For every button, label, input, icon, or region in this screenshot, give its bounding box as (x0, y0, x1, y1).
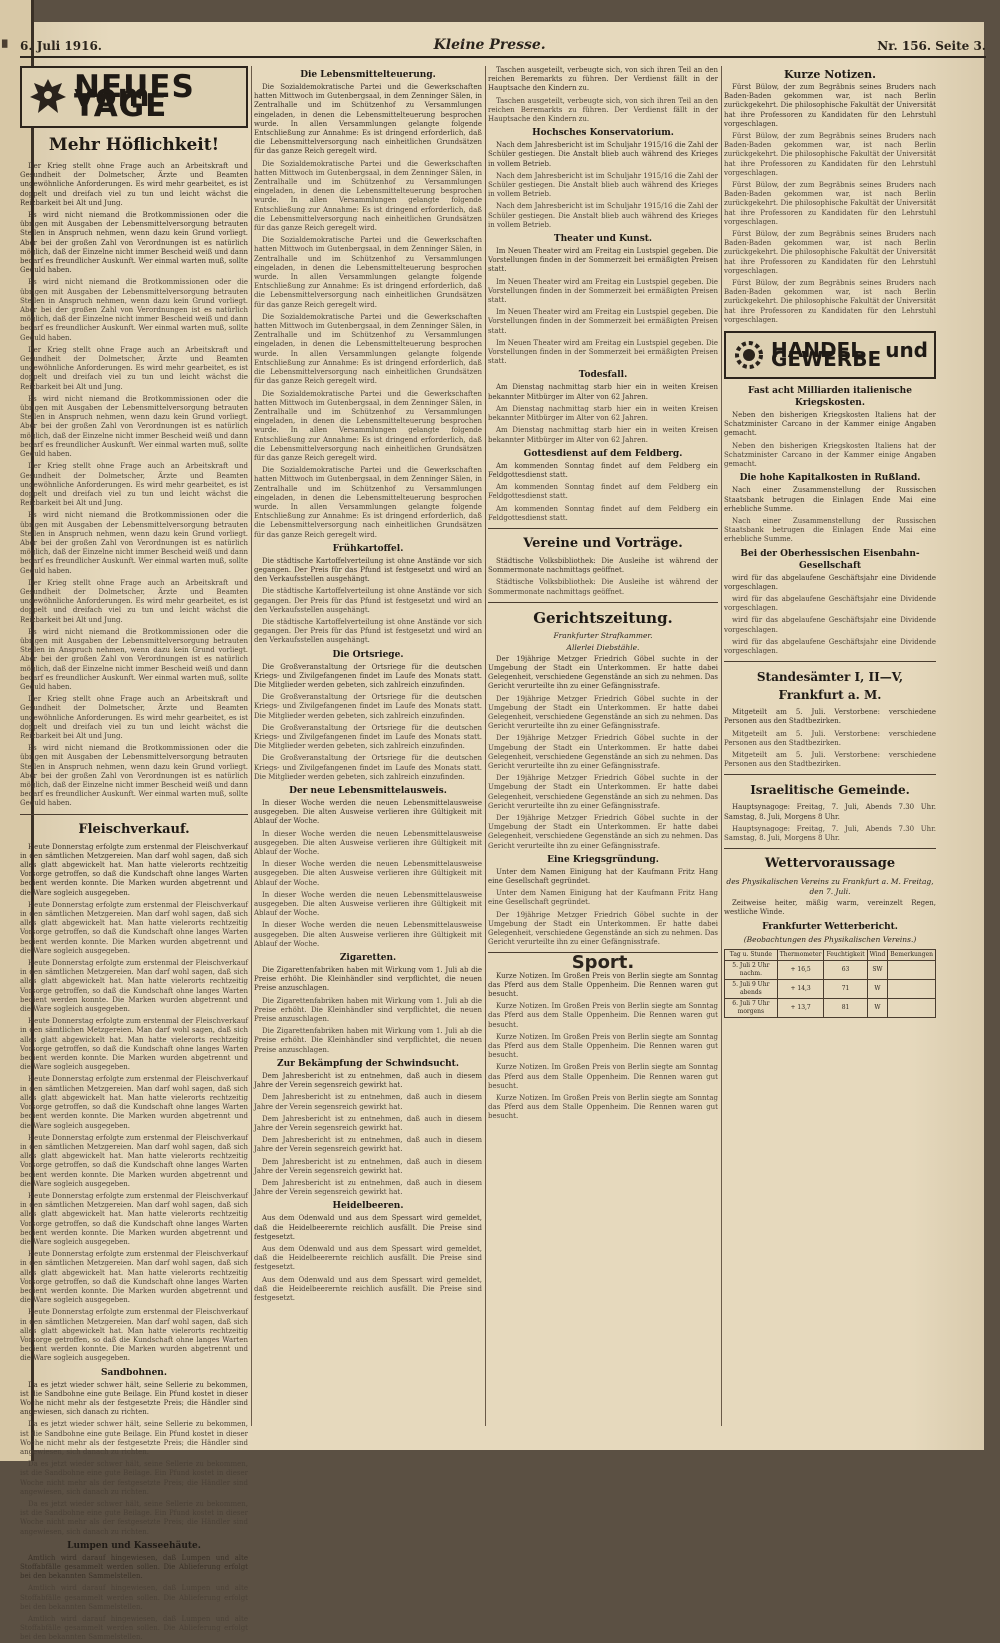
issue-date: 6. Juli 1916. (20, 39, 102, 53)
article-text: Dem Jahresbericht ist zu entnehmen, daß auch in diesem Jahre der Verein segensreich gewirkt hat. (254, 1093, 482, 1111)
section-title: Frankfurter Wetterbericht. (762, 921, 898, 932)
article-text: Im Neuen Theater wird am Freitag ein Lustspiel gegeben. Die Vorstellungen finden in der Sommerzeit bei ermäßigten Preisen statt. (488, 308, 718, 335)
article-text: Die Sozialdemokratische Partei und die Gewerkschaften hatten Mittwoch im Gutenbergsaal, in dem Zenninger Sälen, in Zentralhalle und im Schützenhof zu Versammlungen eingeladen, in denen die Lebensmittelteuerung besprochen wurde. In allen Versammlungen gelangte folgende Entschließung zur Annahme: Es ist dringend erforderlich, daß die Lebensmittelversorgung nach einheitlichen Grundsätzen für das ganze Reich geregelt wird. (254, 389, 482, 462)
article-text: Die Großveranstaltung der Ortsriege für die deutschen Kriegs- und Zivilgefangenen findet im Laufe des Monats statt. Die Mitglieder werden gebeten, sich zahlreich einzufinden. (254, 693, 482, 720)
table-cell: W (867, 998, 888, 1017)
article-text: Die städtische Kartoffelverteilung ist ohne Anstände vor sich gegangen. Der Preis für das Pfund ist festgesetzt und wird an den Verkaufsstellen ausgehängt. (254, 587, 482, 614)
article-text: Der 19jährige Metzger Friedrich Göbel suchte in der Umgebung der Stadt ein Unterkommen. Er hatte dabei Gelegenheit, verschiedene Gegenstände an sich zu nehmen. Das Gericht verurteilte ihn zu einer Gefängnisstrafe. (488, 694, 718, 731)
article-text: Die städtische Kartoffelverteilung ist ohne Anstände vor sich gegangen. Der Preis für das Pfund ist festgesetzt und wird an den Verkaufsstellen ausgehängt. (254, 617, 482, 645)
table-header-cell: Thermometer (777, 949, 824, 960)
article-text: Heute Donnerstag erfolgte zum erstenmal der Fleischverkauf in den sämtlichen Metzgereien. Man darf wohl sagen, daß sich alles glatt abgewickelt hat. Man hatte vielerorts rechtzeitig Vorsorge getroffen, so daß die Kundschaft ohne langes Warten bedient werden konnte. Die Marken wurden abgetrennt und die Ware sogleich ausgegeben. (20, 1017, 248, 1072)
section-title: Lumpen und Kasseehäute. (67, 1540, 201, 1551)
divider (724, 848, 936, 849)
table-cell (888, 979, 936, 998)
section-title: Der neue Lebensmittelausweis. (289, 786, 447, 797)
article-text: wird für das abgelaufene Geschäftsjahr eine Dividende vorgeschlagen. (724, 637, 936, 655)
section-title: Eine Kriegsgründung. (547, 854, 659, 865)
article-text: Taschen ausgeteilt, verbeugte sich, von sich ihren Teil an den reichen Beremarkts zu führen. Der Verdienst fällt in der Hauptsache den Kindern zu. (488, 96, 718, 124)
section-title: Wettervoraussage (764, 856, 896, 872)
article-text: Es wird nicht niemand die Brotkommissionen oder die übrigen mit Ausgaben der Lebensmittelversorgung betrauten Stellen in Anspruch nehmen, wenn dazu kein Grund vorliegt. Aber bei der großen Zahl von Verordnungen ist es natürlich möglich, daß der Einzelne nicht immer Bescheid weiß und dann bedarf es freundlicher Auskunft. Wer einmal warten muß, sollte Geduld haben. (20, 627, 248, 691)
divider (20, 814, 248, 815)
table-cell: W (867, 979, 888, 998)
section-banner-title: NEUES vom TAGE (74, 69, 195, 124)
paper-name: Kleine Presse. (433, 37, 546, 53)
section-title: Frühkartoffel. (332, 543, 404, 554)
article-text: Heute Donnerstag erfolgte zum erstenmal der Fleischverkauf in den sämtlichen Metzgereien. Man darf wohl sagen, daß sich alles glatt abgewickelt hat. Man hatte vielerorts rechtzeitig Vorsorge getroffen, so daß die Kundschaft ohne langes Warten bedient werden konnte. Die Marken wurden abgetrennt und die Ware sogleich ausgegeben. (20, 959, 248, 1014)
article-text: Die Großveranstaltung der Ortsriege für die deutschen Kriegs- und Zivilgefangenen findet im Laufe des Monats statt. Die Mitglieder werden gebeten, sich zahlreich einzufinden. (254, 754, 482, 781)
article-text: Mitgeteilt am 5. Juli. Verstorbene: verschiedene Personen aus den Stadtbezirken. (724, 729, 936, 747)
article-text: Der Krieg stellt ohne Frage auch an Arbeitskraft und Gesundheit der Dolmetscher, Ärzte und Beamten ungewöhnliche Anforderungen. Es wird mehr gearbeitet, es ist doppelt und dreifach viel zu tun und leicht wächst die Reizbarkeit bei Alt und Jung. (20, 695, 248, 740)
table-cell: SW (867, 960, 888, 979)
article-text: Heute Donnerstag erfolgte zum erstenmal der Fleischverkauf in den sämtlichen Metzgereien. Man darf wohl sagen, daß sich alles glatt abgewickelt hat. Man hatte vielerorts rechtzeitig Vorsorge getroffen, so daß die Kundschaft ohne langes Warten bedient werden konnte. Die Marken wurden abgetrennt und die Ware sogleich ausgegeben. (20, 900, 248, 955)
section-title: Hochsches Konservatorium. (532, 128, 674, 139)
article-text: Im Neuen Theater wird am Freitag ein Lustspiel gegeben. Die Vorstellungen finden in der Sommerzeit bei ermäßigten Preisen statt. (488, 338, 718, 366)
article-text: Da es jetzt wieder schwer hält, seine Sellerie zu bekommen, ist die Sandbohne eine gute Beilage. Ein Pfund kostet in dieser Woche nicht mehr als der festgesetzte Preis; die Händler sind angewiesen, sich danach zu richten. (20, 1420, 248, 1456)
column-divider (251, 66, 252, 1426)
section-title: Zur Bekämpfung der Schwindsucht. (277, 1058, 459, 1069)
article-text: Es wird nicht niemand die Brotkommissionen oder die übrigen mit Ausgaben der Lebensmittelversorgung betrauten Stellen in Anspruch nehmen, wenn dazu kein Grund vorliegt. Aber bei der großen Zahl von Verordnungen ist es natürlich möglich, daß der Einzelne nicht immer Bescheid weiß und dann bedarf es freundlicher Auskunft. Wer einmal warten muß, sollte Geduld haben. (20, 211, 248, 275)
column-3 (488, 66, 718, 1426)
divider (488, 602, 718, 603)
article-text: Am Dienstag nachmittag starb hier ein in weiten Kreisen bekannter Mitbürger im Alter von 62 Jahren. (488, 383, 718, 401)
article-text: wird für das abgelaufene Geschäftsjahr eine Dividende vorgeschlagen. (724, 594, 936, 613)
article-text: Heute Donnerstag erfolgte zum erstenmal der Fleischverkauf in den sämtlichen Metzgereien. Man darf wohl sagen, daß sich alles glatt abgewickelt hat. Man hatte vielerorts rechtzeitig Vorsorge getroffen, so daß die Kundschaft ohne langes Warten bedient werden konnte. Die Marken wurden abgetrennt und die Ware sogleich ausgegeben. (20, 1133, 248, 1188)
table-cell (888, 998, 936, 1017)
table-cell: 81 (824, 998, 867, 1017)
gear-emblem-icon (732, 338, 766, 372)
article-text: Aus dem Odenwald und aus dem Spessart wird gemeldet, daß die Heidelbeerernte reichlich ausfällt. Die Preise sind festgesetzt. (254, 1214, 482, 1241)
article-text: wird für das abgelaufene Geschäftsjahr eine Dividende vorgeschlagen. (724, 573, 936, 591)
article-text: Heute Donnerstag erfolgte zum erstenmal der Fleischverkauf in den sämtlichen Metzgereien. Man darf wohl sagen, daß sich alles glatt abgewickelt hat. Man hatte vielerorts rechtzeitig Vorsorge getroffen, so daß die Kundschaft ohne langes Warten bedient werden konnte. Die Marken wurden abgetrennt und die Ware sogleich ausgegeben. (20, 1191, 248, 1246)
article-text: Kurze Notizen. Im Großen Preis von Berlin siegte am Sonntag das Pferd aus dem Stalle Oppenheim. Die Rennen waren gut besucht. (488, 1032, 718, 1060)
article-text: Fürst Bülow, der zum Begräbnis seines Bruders nach Baden-Baden gekommen war, ist nach Berlin zurückgekehrt. Die philosophische Fakultät der Universität hat ihre Professoren zu Kandidaten für den Lehrstuhl vorgeschlagen. (724, 83, 936, 128)
article-text: Es wird nicht niemand die Brotkommissionen oder die übrigen mit Ausgaben der Lebensmittelversorgung betrauten Stellen in Anspruch nehmen, wenn dazu kein Grund vorliegt. Aber bei der großen Zahl von Verordnungen ist es natürlich möglich, daß der Einzelne nicht immer Bescheid weiß und dann bedarf es freundlicher Auskunft. Wer einmal warten muß, sollte Geduld haben. (20, 744, 248, 808)
article-text: Nach dem Jahresbericht ist im Schuljahr 1915/16 die Zahl der Schüler gestiegen. Die Anstalt blieb auch während des Krieges in vollem Betrieb. (488, 202, 718, 229)
section-title: Sport. (571, 952, 635, 974)
section-title: Fast acht Milliarden italienische Kriegskosten. (748, 386, 912, 409)
article-text: Dem Jahresbericht ist zu entnehmen, daß auch in diesem Jahre der Verein segensreich gewirkt hat. (254, 1136, 482, 1154)
article-text: Unter dem Namen Einigung hat der Kaufmann Fritz Hang eine Gesellschaft gegründet. (488, 867, 718, 885)
article-text: Hauptsynagoge: Freitag, 7. Juli, Abends 7.30 Uhr. Samstag, 8. Juli, Morgens 8 Uhr. (724, 803, 936, 821)
article-text: Am kommenden Sonntag findet auf dem Feldberg ein Feldgottesdienst statt. (488, 461, 718, 479)
article-text: Kurze Notizen. Im Großen Preis von Berlin siegte am Sonntag das Pferd aus dem Stalle Oppenheim. Die Rennen waren gut besucht. (488, 1002, 718, 1029)
article-text: Fürst Bülow, der zum Begräbnis seines Bruders nach Baden-Baden gekommen war, ist nach Berlin zurückgekehrt. Die philosophische Fakultät der Universität hat ihre Professoren zu Kandidaten für den Lehrstuhl vorgeschlagen. (724, 230, 936, 275)
article-text: In dieser Woche werden die neuen Lebensmittelausweise ausgegeben. Die alten Ausweise verlieren ihre Gültigkeit mit Ablauf der Woche. (254, 890, 482, 918)
article-text: Amtlich wird darauf hingewiesen, daß Lumpen und alte Stoffabfälle gesammelt werden sollen. Die Ablieferung erfolgt bei den bekannten Sammelstellen. (20, 1584, 248, 1611)
article-text: Der Krieg stellt ohne Frage auch an Arbeitskraft und Gesundheit der Dolmetscher, Ärzte und Beamten ungewöhnliche Anforderungen. Es wird mehr gearbeitet, es ist doppelt und dreifach viel zu tun und leicht wächst die Reizbarkeit bei Alt und Jung. (20, 578, 248, 624)
column-divider (485, 66, 486, 1426)
article-text: Amtlich wird darauf hingewiesen, daß Lumpen und alte Stoffabfälle gesammelt werden sollen. Die Ablieferung erfolgt bei den bekannten Sammelstellen. (20, 1615, 248, 1642)
article-text: Dem Jahresbericht ist zu entnehmen, daß auch in diesem Jahre der Verein segensreich gewirkt hat. (254, 1157, 482, 1175)
section-title: Israelitische Gemeinde. (750, 783, 910, 798)
article-text: Amtlich wird darauf hingewiesen, daß Lumpen und alte Stoffabfälle gesammelt werden sollen. Die Ablieferung erfolgt bei den bekannten Sammelstellen. (20, 1553, 248, 1581)
issue-page: Nr. 156. Seite 3. (877, 39, 986, 53)
table-header-cell: Bemerkungen (888, 949, 936, 960)
article-text: Heute Donnerstag erfolgte zum erstenmal der Fleischverkauf in den sämtlichen Metzgereien. Man darf wohl sagen, daß sich alles glatt abgewickelt hat. Man hatte vielerorts rechtzeitig Vorsorge getroffen, so daß die Kundschaft ohne langes Warten bedient werden konnte. Die Marken wurden abgetrennt und die Ware sogleich ausgegeben. (20, 1075, 248, 1130)
table-header-cell: Feuchtigkeit (824, 949, 867, 960)
article-text: Am Dienstag nachmittag starb hier ein in weiten Kreisen bekannter Mitbürger im Alter von 62 Jahren. (488, 426, 718, 444)
article-text: Heute Donnerstag erfolgte zum erstenmal der Fleischverkauf in den sämtlichen Metzgereien. Man darf wohl sagen, daß sich alles glatt abgewickelt hat. Man hatte vielerorts rechtzeitig Vorsorge getroffen, so daß die Kundschaft ohne langes Warten bedient werden konnte. Die Marken wurden abgetrennt und die Ware sogleich ausgegeben. (20, 1308, 248, 1363)
section-title: Die Ortsriege. (332, 649, 404, 660)
article-text: Taschen ausgeteilt, verbeugte sich, von sich ihren Teil an den reichen Beremarkts zu führen. Der Verdienst fällt in der Hauptsache den Kindern zu. (488, 66, 718, 93)
article-text: Der 19jährige Metzger Friedrich Göbel suchte in der Umgebung der Stadt ein Unterkommen. Er hatte dabei Gelegenheit, verschiedene Gegenstände an sich zu nehmen. Das Gericht verurteilte ihn zu einer Gefängnisstrafe. (488, 734, 718, 770)
section-title: Standesämter I, II—V, Frankfurt a. M. (756, 670, 904, 703)
article-text: Die Sozialdemokratische Partei und die Gewerkschaften hatten Mittwoch im Gutenbergsaal, in dem Zenninger Sälen, in Zentralhalle und im Schützenhof zu Versammlungen eingeladen, in denen die Lebensmittelteuerung besprochen wurde. In allen Versammlungen gelangte folgende Entschließung zur Annahme: Es ist dringend erforderlich, daß die Lebensmittelversorgung nach einheitlichen Grundsätzen für das ganze Reich geregelt wird. (254, 83, 482, 156)
divider (488, 528, 718, 529)
article-text: Heute Donnerstag erfolgte zum erstenmal der Fleischverkauf in den sämtlichen Metzgereien. Man darf wohl sagen, daß sich alles glatt abgewickelt hat. Man hatte vielerorts rechtzeitig Vorsorge getroffen, so daß die Kundschaft ohne langes Warten bedient werden konnte. Die Marken wurden abgetrennt und die Ware sogleich ausgegeben. (20, 842, 248, 897)
table-cell: 5. Juli 2 Uhr nachm. (725, 960, 778, 979)
section-subtitle: Allerlei Diebstähle. (566, 642, 640, 652)
table-cell: + 14,3 (777, 979, 824, 998)
article-text: Der 19jährige Metzger Friedrich Göbel suchte in der Umgebung der Stadt ein Unterkommen. Er hatte dabei Gelegenheit, verschiedene Gegenstände an sich zu nehmen. Das Gericht verurteilte ihn zu einer Gefängnisstrafe. (488, 910, 718, 947)
article-text: In dieser Woche werden die neuen Lebensmittelausweise ausgegeben. Die alten Ausweise verlieren ihre Gültigkeit mit Ablauf der Woche. (254, 921, 482, 948)
article-text: In dieser Woche werden die neuen Lebensmittelausweise ausgegeben. Die alten Ausweise verlieren ihre Gültigkeit mit Ablauf der Woche. (254, 799, 482, 826)
article-text: Am kommenden Sonntag findet auf dem Feldberg ein Feldgottesdienst statt. (488, 504, 718, 522)
article-text: Der Krieg stellt ohne Frage auch an Arbeitskraft und Gesundheit der Dolmetscher, Ärzte und Beamten ungewöhnliche Anforderungen. Es wird mehr gearbeitet, es ist doppelt und dreifach viel zu tun und leicht wächst die Reizbarkeit bei Alt und Jung. (20, 345, 248, 391)
section-title: Bei der Oberhessischen Eisenbahn-Gesellschaft (740, 548, 920, 571)
article-text: Es wird nicht niemand die Brotkommissionen oder die übrigen mit Ausgaben der Lebensmittelversorgung betrauten Stellen in Anspruch nehmen, wenn dazu kein Grund vorliegt. Aber bei der großen Zahl von Verordnungen ist es natürlich möglich, daß der Einzelne nicht immer Bescheid weiß und dann bedarf es freundlicher Auskunft. Wer einmal warten muß, sollte Geduld haben. (20, 394, 248, 459)
section-subtitle: (Beobachtungen des Physikalischen Vereins.) (743, 934, 917, 944)
article-text: Die Zigarettenfabriken haben mit Wirkung vom 1. Juli ab die Preise erhöht. Die Kleinhändler sind verpflichtet, die neuen Preise anzuschlagen. (254, 966, 482, 993)
article-text: Im Neuen Theater wird am Freitag ein Lustspiel gegeben. Die Vorstellungen finden in der Sommerzeit bei ermäßigten Preisen statt. (488, 247, 718, 274)
table-header-cell: Tag u. Stunde (725, 949, 778, 960)
column-1 (20, 66, 248, 1642)
section-banner-title: HANDEL und GEWERBE (771, 337, 928, 372)
section-title: Die Lebensmittelteuerung. (300, 70, 436, 80)
article-text: Der 19jährige Metzger Friedrich Göbel suchte in der Umgebung der Stadt ein Unterkommen. Er hatte dabei Gelegenheit, verschiedene Gegenstände an sich zu nehmen. Das Gericht verurteilte ihn zu einer Gefängnisstrafe. (488, 774, 718, 810)
masthead (20, 32, 986, 58)
table-row (725, 998, 936, 1017)
section-title: Theater und Kunst. (553, 234, 653, 245)
article-text: Nach einer Zusammenstellung der Russischen Staatsbank betrugen die Einlagen Ende Mai eine erhebliche Summe. (724, 516, 936, 544)
section-title: Zigaretten. (339, 953, 397, 964)
neues-vom-tage-banner (20, 66, 248, 128)
section-title: Kurze Notizen. (784, 68, 876, 81)
divider (724, 774, 936, 775)
column-divider (721, 66, 722, 1426)
section-subtitle: des Physikalischen Vereins zu Frankfurt a. M. Freitag, den 7. Juli. (726, 877, 934, 897)
section-title: Sandbohnen. (101, 1367, 167, 1378)
column-4 (724, 66, 936, 1426)
article-text: Die Sozialdemokratische Partei und die Gewerkschaften hatten Mittwoch im Gutenbergsaal, in dem Zenninger Sälen, in Zentralhalle und im Schützenhof zu Versammlungen eingeladen, in denen die Lebensmittelteuerung besprochen wurde. In allen Versammlungen gelangte folgende Entschließung zur Annahme: Es ist dringend erforderlich, daß die Lebensmittelversorgung nach einheitlichen Grundsätzen für das ganze Reich geregelt wird. (254, 466, 482, 539)
table-cell (888, 960, 936, 979)
article-text: Aus dem Odenwald und aus dem Spessart wird gemeldet, daß die Heidelbeerernte reichlich ausfällt. Die Preise sind festgesetzt. (254, 1244, 482, 1272)
section-title: Fleischverkauf. (78, 821, 190, 837)
article-text: Im Neuen Theater wird am Freitag ein Lustspiel gegeben. Die Vorstellungen finden in der Sommerzeit bei ermäßigten Preisen statt. (488, 277, 718, 305)
article-text: Die Zigarettenfabriken haben mit Wirkung vom 1. Juli ab die Preise erhöht. Die Kleinhändler sind verpflichtet, die neuen Preise anzuschlagen. (254, 1027, 482, 1054)
table-cell: + 13,7 (777, 998, 824, 1017)
article-text: Mitgeteilt am 5. Juli. Verstorbene: verschiedene Personen aus den Stadtbezirken. (724, 708, 936, 726)
article-text: Dem Jahresbericht ist zu entnehmen, daß auch in diesem Jahre der Verein segensreich gewirkt hat. (254, 1071, 482, 1090)
article-text: Kurze Notizen. Im Großen Preis von Berlin siegte am Sonntag das Pferd aus dem Stalle Oppenheim. Die Rennen waren gut besucht. (488, 1094, 718, 1121)
article-text: Die Großveranstaltung der Ortsriege für die deutschen Kriegs- und Zivilgefangenen findet im Laufe des Monats statt. Die Mitglieder werden gebeten, sich zahlreich einzufinden. (254, 723, 482, 751)
table-cell: 5. Juli 9 Uhr abends (725, 979, 778, 998)
article-text: Kurze Notizen. Im Großen Preis von Berlin siegte am Sonntag das Pferd aus dem Stalle Oppenheim. Die Rennen waren gut besucht. (488, 971, 718, 999)
table-cell: + 16,5 (777, 960, 824, 979)
article-text: Unter dem Namen Einigung hat der Kaufmann Fritz Hang eine Gesellschaft gegründet. (488, 889, 718, 907)
article-text: Heute Donnerstag erfolgte zum erstenmal der Fleischverkauf in den sämtlichen Metzgereien. Man darf wohl sagen, daß sich alles glatt abgewickelt hat. Man hatte vielerorts rechtzeitig Vorsorge getroffen, so daß die Kundschaft ohne langes Warten bedient werden konnte. Die Marken wurden abgetrennt und die Ware sogleich ausgegeben. (20, 1250, 248, 1305)
article-text: Die Sozialdemokratische Partei und die Gewerkschaften hatten Mittwoch im Gutenbergsaal, in dem Zenninger Sälen, in Zentralhalle und im Schützenhof zu Versammlungen eingeladen, in denen die Lebensmittelteuerung besprochen wurde. In allen Versammlungen gelangte folgende Entschließung zur Annahme: Es ist dringend erforderlich, daß die Lebensmittelversorgung nach einheitlichen Grundsätzen für das ganze Reich geregelt wird. (254, 236, 482, 309)
article-text: wird für das abgelaufene Geschäftsjahr eine Dividende vorgeschlagen. (724, 616, 936, 634)
article-text: In dieser Woche werden die neuen Lebensmittelausweise ausgegeben. Die alten Ausweise verlieren ihre Gültigkeit mit Ablauf der Woche. (254, 860, 482, 887)
article-text: Der Krieg stellt ohne Frage auch an Arbeitskraft und Gesundheit der Dolmetscher, Ärzte und Beamten ungewöhnliche Anforderungen. Es wird mehr gearbeitet, es ist doppelt und dreifach viel zu tun und leicht wächst die Reizbarkeit bei Alt und Jung. (20, 162, 248, 207)
article-text: Die Großveranstaltung der Ortsriege für die deutschen Kriegs- und Zivilgefangenen findet im Laufe des Monats statt. Die Mitglieder werden gebeten, sich zahlreich einzufinden. (254, 662, 482, 689)
article-text: Die Zigarettenfabriken haben mit Wirkung vom 1. Juli ab die Preise erhöht. Die Kleinhändler sind verpflichtet, die neuen Preise anzuschlagen. (254, 996, 482, 1024)
article-text: Städtische Volksbibliothek: Die Ausleihe ist während der Sommermonate nachmittags geöffnet. (488, 556, 718, 575)
article-text: Am kommenden Sonntag findet auf dem Feldberg ein Feldgottesdienst statt. (488, 483, 718, 501)
article-text: Die Sozialdemokratische Partei und die Gewerkschaften hatten Mittwoch im Gutenbergsaal, in dem Zenninger Sälen, in Zentralhalle und im Schützenhof zu Versammlungen eingeladen, in denen die Lebensmittelteuerung besprochen wurde. In allen Versammlungen gelangte folgende Entschließung zur Annahme: Es ist dringend erforderlich, daß die Lebensmittelversorgung nach einheitlichen Grundsätzen für das ganze Reich geregelt wird. (254, 312, 482, 386)
adjacent-page-edge: █ (0, 0, 34, 1461)
article-text: Fürst Bülow, der zum Begräbnis seines Bruders nach Baden-Baden gekommen war, ist nach Berlin zurückgekehrt. Die philosophische Fakultät der Universität hat ihre Professoren zu Kandidaten für den Lehrstuhl vorgeschlagen. (724, 279, 936, 324)
table-header-row (725, 949, 936, 960)
table-cell: 71 (824, 979, 867, 998)
article-text: Nach dem Jahresbericht ist im Schuljahr 1915/16 die Zahl der Schüler gestiegen. Die Anstalt blieb auch während des Krieges in vollem Betrieb. (488, 141, 718, 168)
article-text: Fürst Bülow, der zum Begräbnis seines Bruders nach Baden-Baden gekommen war, ist nach Berlin zurückgekehrt. Die philosophische Fakultät der Universität hat ihre Professoren zu Kandidaten für den Lehrstuhl vorgeschlagen. (724, 132, 936, 177)
table-header-cell: Wind (867, 949, 888, 960)
article-text: Aus dem Odenwald und aus dem Spessart wird gemeldet, daß die Heidelbeerernte reichlich ausfällt. Die Preise sind festgesetzt. (254, 1275, 482, 1302)
article-text: Die städtische Kartoffelverteilung ist ohne Anstände vor sich gegangen. Der Preis für das Pfund ist festgesetzt und wird an den Verkaufsstellen ausgehängt. (254, 556, 482, 584)
article-text: Am Dienstag nachmittag starb hier ein in weiten Kreisen bekannter Mitbürger im Alter von 62 Jahren. (488, 404, 718, 423)
article-text: Kurze Notizen. Im Großen Preis von Berlin siegte am Sonntag das Pferd aus dem Stalle Oppenheim. Die Rennen waren gut besucht. (488, 1063, 718, 1090)
section-title: Heidelbeeren. (332, 1201, 404, 1212)
article-text: Städtische Volksbibliothek: Die Ausleihe ist während der Sommermonate nachmittags geöffnet. (488, 578, 718, 596)
section-title: Gottesdienst auf dem Feldberg. (523, 448, 683, 459)
table-row (725, 979, 936, 998)
article-text: Dem Jahresbericht ist zu entnehmen, daß auch in diesem Jahre der Verein segensreich gewirkt hat. (254, 1178, 482, 1197)
article-text: Hauptsynagoge: Freitag, 7. Juli, Abends 7.30 Uhr. Samstag, 8. Juli, Morgens 8 Uhr. (724, 824, 936, 842)
article-text: Der 19jährige Metzger Friedrich Göbel suchte in der Umgebung der Stadt ein Unterkommen. Er hatte dabei Gelegenheit, verschiedene Gegenstände an sich zu nehmen. Das Gericht verurteilte ihn zu einer Gefängnisstrafe. (488, 813, 718, 850)
section-title: Todesfall. (578, 370, 628, 381)
article-text: Der Krieg stellt ohne Frage auch an Arbeitskraft und Gesundheit der Dolmetscher, Ärzte und Beamten ungewöhnliche Anforderungen. Es wird mehr gearbeitet, es ist doppelt und dreifach viel zu tun und leicht wächst die Reizbarkeit bei Alt und Jung. (20, 462, 248, 508)
handel-und-gewerbe-banner (724, 331, 936, 379)
divider (724, 661, 936, 662)
section-title: Vereine und Vorträge. (523, 535, 683, 551)
article-text: Es wird nicht niemand die Brotkommissionen oder die übrigen mit Ausgaben der Lebensmittelversorgung betrauten Stellen in Anspruch nehmen, wenn dazu kein Grund vorliegt. Aber bei der großen Zahl von Verordnungen ist es natürlich möglich, daß der Einzelne nicht immer Bescheid weiß und dann bedarf es freundlicher Auskunft. Wer einmal warten muß, sollte Geduld haben. (20, 278, 248, 342)
section-title: Die hohe Kapitalkosten in Rußland. (739, 473, 921, 484)
article-text: Der 19jährige Metzger Friedrich Göbel suchte in der Umgebung der Stadt ein Unterkommen. Er hatte dabei Gelegenheit, verschiedene Gegenstände an sich zu nehmen. Das Gericht verurteilte ihn zu einer Gefängnisstrafe. (488, 654, 718, 691)
eagle-emblem-icon (28, 75, 68, 119)
article-text: Nach einer Zusammenstellung der Russischen Staatsbank betrugen die Einlagen Ende Mai eine erhebliche Summe. (724, 486, 936, 513)
article-text: Da es jetzt wieder schwer hält, seine Sellerie zu bekommen, ist die Sandbohne eine gute Beilage. Ein Pfund kostet in dieser Woche nicht mehr als der festgesetzte Preis; die Händler sind angewiesen, sich danach zu richten. (20, 1380, 248, 1417)
table-cell: 63 (824, 960, 867, 979)
headline: Mehr Höflichkeit! (48, 135, 220, 155)
article-text: Mitgeteilt am 5. Juli. Verstorbene: verschiedene Personen aus den Stadtbezirken. (724, 750, 936, 769)
article-text: Neben den bisherigen Kriegskosten Italiens hat der Schatzminister Carcano in der Kammer einige Angaben gemacht. (724, 441, 936, 469)
article-text: Zeitweise heiter, mäßig warm, vereinzelt Regen, westliche Winde. (724, 899, 936, 917)
article-text: Es wird nicht niemand die Brotkommissionen oder die übrigen mit Ausgaben der Lebensmittelversorgung betrauten Stellen in Anspruch nehmen, wenn dazu kein Grund vorliegt. Aber bei der großen Zahl von Verordnungen ist es natürlich möglich, daß der Einzelne nicht immer Bescheid weiß und dann bedarf es freundlicher Auskunft. Wer einmal warten muß, sollte Geduld haben. (20, 511, 248, 575)
article-text: Fürst Bülow, der zum Begräbnis seines Bruders nach Baden-Baden gekommen war, ist nach Berlin zurückgekehrt. Die philosophische Fakultät der Universität hat ihre Professoren zu Kandidaten für den Lehrstuhl vorgeschlagen. (724, 181, 936, 226)
column-2 (254, 66, 482, 1426)
section-subtitle: Frankfurter Strafkammer. (553, 630, 653, 640)
article-text: Nach dem Jahresbericht ist im Schuljahr 1915/16 die Zahl der Schüler gestiegen. Die Anstalt blieb auch während des Krieges in vollem Betrieb. (488, 171, 718, 199)
article-text: Neben den bisherigen Kriegskosten Italiens hat der Schatzminister Carcano in der Kammer einige Angaben gemacht. (724, 411, 936, 438)
article-text: Da es jetzt wieder schwer hält, seine Sellerie zu bekommen, ist die Sandbohne eine gute Beilage. Ein Pfund kostet in dieser Woche nicht mehr als der festgesetzte Preis; die Händler sind angewiesen, sich danach zu richten. (20, 1500, 248, 1536)
table-cell: 6. Juli 7 Uhr morgens (725, 998, 778, 1017)
section-title: Gerichtszeitung. (533, 608, 673, 627)
article-text: In dieser Woche werden die neuen Lebensmittelausweise ausgegeben. Die alten Ausweise verlieren ihre Gültigkeit mit Ablauf der Woche. (254, 829, 482, 857)
article-text: Da es jetzt wieder schwer hält, seine Sellerie zu bekommen, ist die Sandbohne eine gute Beilage. Ein Pfund kostet in dieser Woche nicht mehr als der festgesetzte Preis; die Händler sind angewiesen, sich danach zu richten. (20, 1460, 248, 1496)
article-text: Die Sozialdemokratische Partei und die Gewerkschaften hatten Mittwoch im Gutenbergsaal, in dem Zenninger Sälen, in Zentralhalle und im Schützenhof zu Versammlungen eingeladen, in denen die Lebensmittelteuerung besprochen wurde. In allen Versammlungen gelangte folgende Entschließung zur Annahme: Es ist dringend erforderlich, daß die Lebensmittelversorgung nach einheitlichen Grundsätzen für das ganze Reich geregelt wird. (254, 159, 482, 233)
article-text: Dem Jahresbericht ist zu entnehmen, daß auch in diesem Jahre der Verein segensreich gewirkt hat. (254, 1114, 482, 1132)
weather-table (724, 949, 936, 1018)
table-row (725, 960, 936, 979)
